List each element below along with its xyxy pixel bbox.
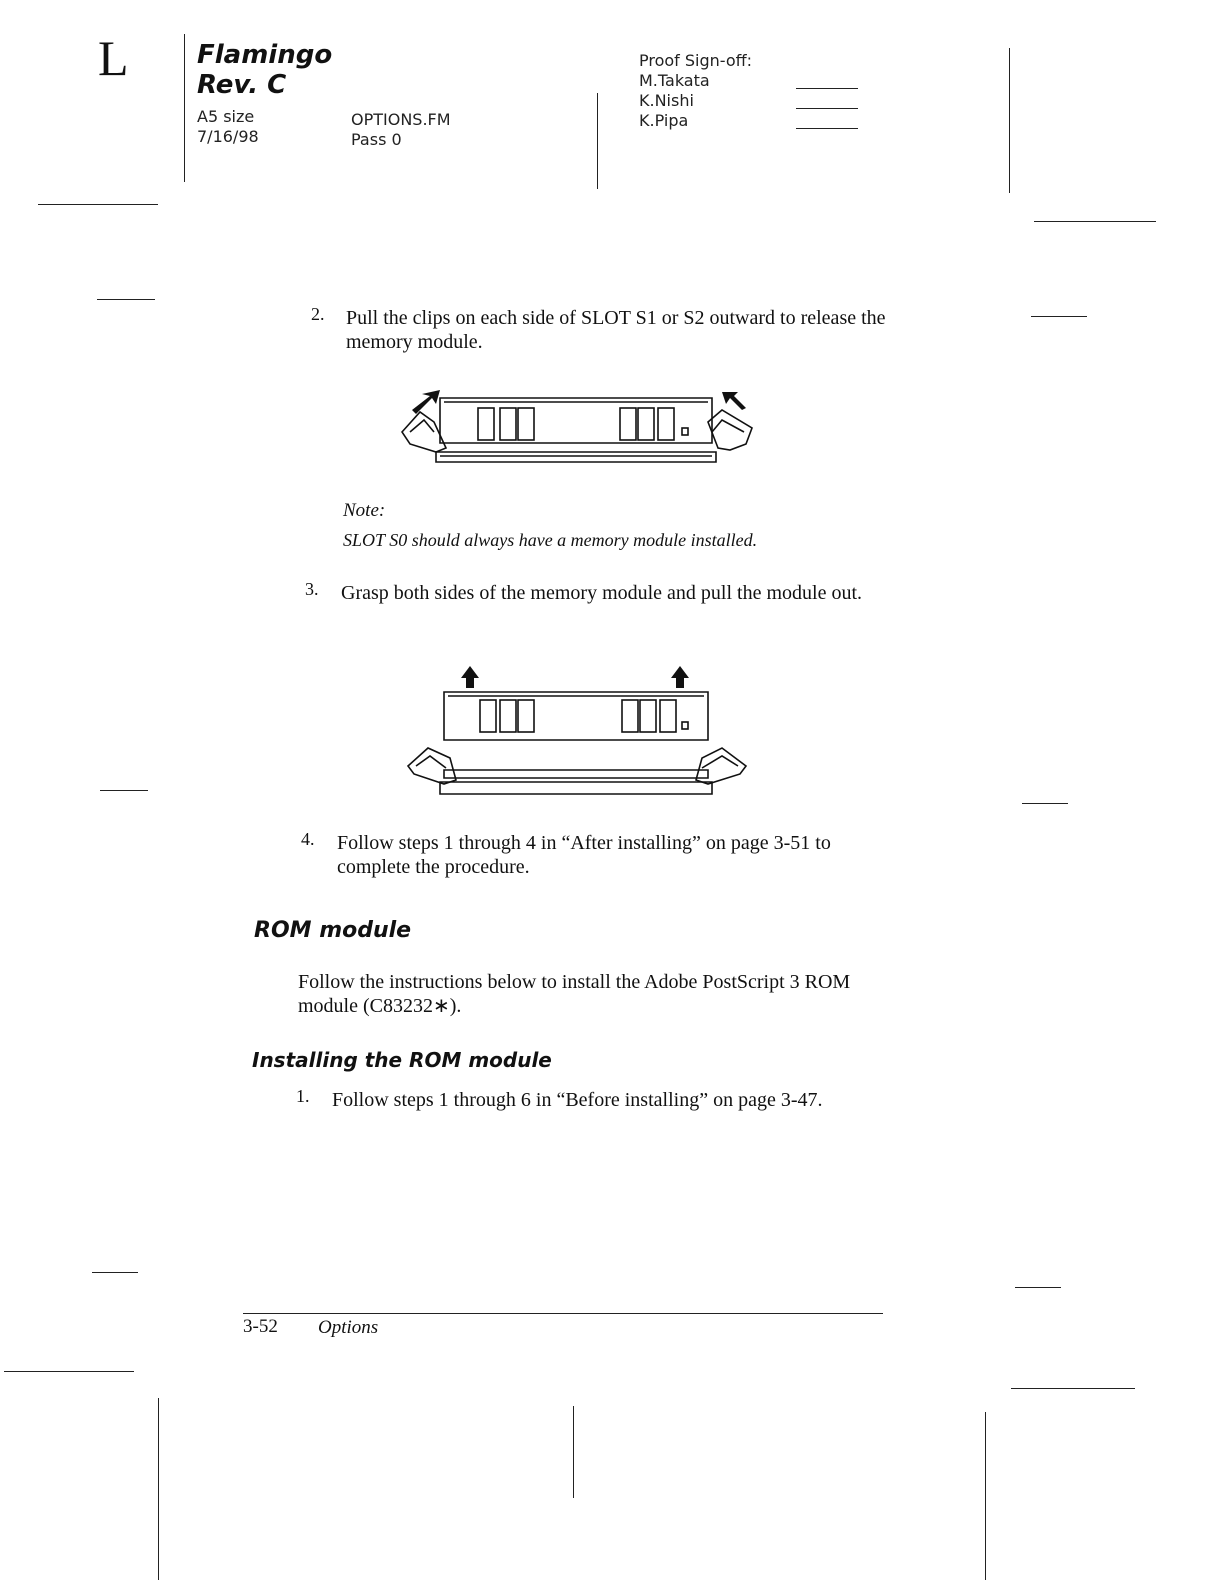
crop-mark — [4, 1371, 134, 1372]
doc-title — [197, 40, 332, 100]
subsection-heading: Installing the ROM module — [252, 1048, 552, 1072]
page-number: 3-52 — [243, 1316, 278, 1337]
chapter-title: Options — [318, 1317, 379, 1338]
proof-label: Proof Sign-off: — [639, 51, 753, 70]
header-divider-mid — [597, 93, 598, 189]
crop-mark — [38, 204, 158, 205]
note-label: Note: — [343, 500, 386, 521]
step-text: Follow steps 1 through 6 in “Before installing” on page 3-47. — [332, 1089, 823, 1111]
crop-mark — [573, 1406, 574, 1498]
crop-mark — [1031, 316, 1087, 317]
section-intro: Follow the instructions below to install the Adobe PostScript 3 ROM module (C83232∗). — [298, 971, 851, 1017]
crop-mark — [92, 1272, 138, 1273]
doc-title-line2: Rev. C — [197, 70, 287, 100]
signer: K.Nishi — [639, 91, 694, 110]
doc-date: 7/16/98 — [197, 127, 259, 146]
step-text: Pull the clips on each side of SLOT S1 or S2 outward to release the memory module. — [346, 307, 886, 353]
section-heading: ROM module — [254, 918, 412, 943]
step-text: Follow steps 1 through 4 in “After installing” on page 3-51 to complete the procedure. — [337, 832, 831, 878]
doc-size — [197, 107, 259, 147]
proof-signoff — [639, 51, 752, 131]
note-text: SLOT S0 should always have a memory module installed. — [343, 530, 758, 550]
crop-mark — [1034, 221, 1156, 222]
step-number: 1. — [296, 1086, 310, 1106]
header-divider-right — [1009, 48, 1010, 193]
signer: K.Pipa — [639, 111, 689, 130]
crop-mark — [1022, 803, 1068, 804]
corner-letter: L — [98, 30, 129, 86]
footer-rule — [243, 1313, 883, 1314]
step-text: Grasp both sides of the memory module and pull the module out. — [341, 582, 863, 604]
crop-mark — [100, 790, 148, 791]
header-divider-left — [184, 34, 185, 182]
doc-pass: Pass 0 — [351, 130, 402, 149]
doc-file: OPTIONS.FM — [351, 110, 451, 129]
step-number: 4. — [301, 829, 315, 849]
signoff-line — [796, 88, 858, 89]
doc-title-line1: Flamingo — [197, 40, 333, 70]
doc-file-info — [351, 110, 451, 150]
crop-mark — [158, 1398, 159, 1580]
signoff-line — [796, 108, 858, 109]
step-number: 2. — [311, 304, 325, 324]
crop-mark — [985, 1412, 986, 1580]
crop-mark — [1015, 1287, 1061, 1288]
crop-mark — [97, 299, 155, 300]
memory-module-remove-figure — [400, 662, 752, 798]
crop-mark — [1011, 1388, 1135, 1389]
step-number: 3. — [305, 579, 319, 599]
signoff-line — [796, 128, 858, 129]
signer: M.Takata — [639, 71, 710, 90]
doc-size-label: A5 size — [197, 107, 255, 126]
memory-module-release-figure — [400, 388, 756, 468]
